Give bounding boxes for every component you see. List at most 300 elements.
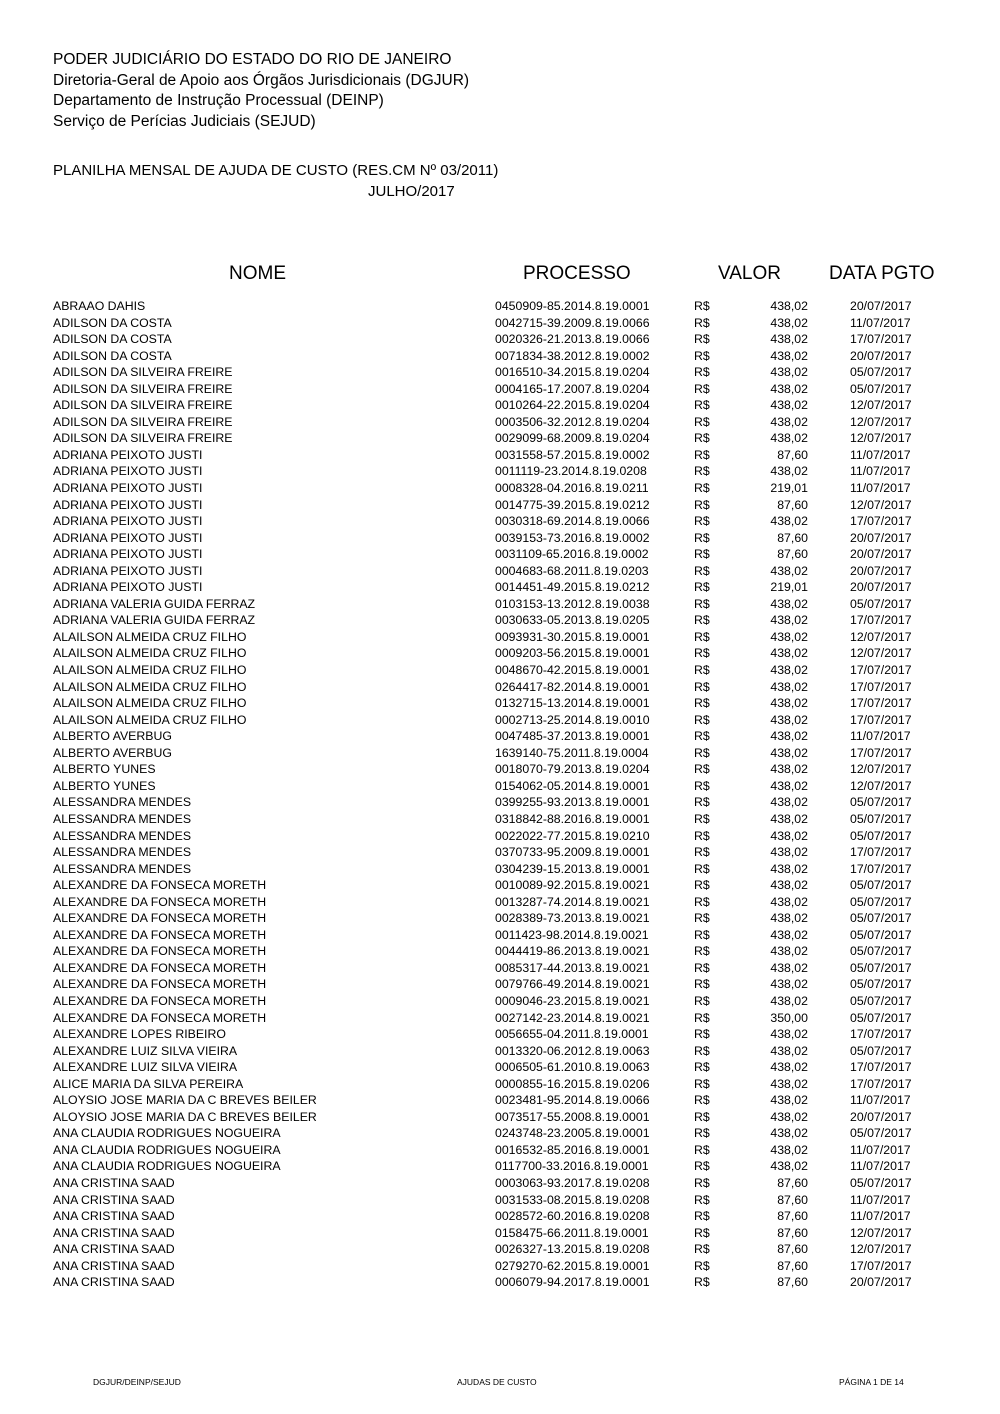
cell-valor: 438,02 bbox=[770, 414, 808, 429]
cell-processo: 0158475-66.2011.8.19.0001 bbox=[495, 1225, 649, 1240]
cell-nome: ADRIANA PEIXOTO JUSTI bbox=[53, 563, 203, 578]
table-row bbox=[0, 629, 1000, 646]
cell-processo: 0029099-68.2009.8.19.0204 bbox=[495, 431, 650, 446]
cell-moeda: R$ bbox=[694, 795, 710, 810]
cell-valor: 438,02 bbox=[770, 381, 808, 396]
cell-data-pgto: 12/07/2017 bbox=[850, 431, 912, 446]
column-header-processo: PROCESSO bbox=[523, 263, 631, 284]
cell-moeda: R$ bbox=[694, 1142, 710, 1157]
cell-valor: 438,02 bbox=[770, 431, 808, 446]
cell-nome: ALEXANDRE DA FONSECA MORETH bbox=[53, 1010, 267, 1025]
cell-moeda: R$ bbox=[694, 315, 710, 330]
cell-processo: 0044419-86.2013.8.19.0021 bbox=[495, 944, 650, 959]
table-row bbox=[0, 513, 1000, 530]
cell-moeda: R$ bbox=[694, 348, 710, 363]
cell-valor: 350,00 bbox=[770, 1010, 808, 1025]
cell-moeda: R$ bbox=[694, 679, 710, 694]
cell-data-pgto: 20/07/2017 bbox=[850, 530, 912, 545]
cell-processo: 0079766-49.2014.8.19.0021 bbox=[495, 977, 650, 992]
cell-data-pgto: 11/07/2017 bbox=[850, 1142, 911, 1157]
cell-processo: 0031533-08.2015.8.19.0208 bbox=[495, 1192, 650, 1207]
cell-valor: 438,02 bbox=[770, 1093, 808, 1108]
table-row bbox=[0, 1026, 1000, 1043]
cell-valor: 438,02 bbox=[770, 629, 808, 644]
cell-moeda: R$ bbox=[694, 745, 710, 760]
table-row bbox=[0, 1059, 1000, 1076]
cell-nome: ANA CLAUDIA RODRIGUES NOGUEIRA bbox=[53, 1142, 281, 1157]
cell-valor: 438,02 bbox=[770, 348, 808, 363]
table-row bbox=[0, 348, 1000, 365]
cell-nome: ANA CLAUDIA RODRIGUES NOGUEIRA bbox=[53, 1159, 281, 1174]
cell-nome: ADRIANA PEIXOTO JUSTI bbox=[53, 547, 203, 562]
table-row bbox=[0, 447, 1000, 464]
cell-processo: 0006079-94.2017.8.19.0001 bbox=[495, 1275, 650, 1290]
cell-moeda: R$ bbox=[694, 332, 710, 347]
cell-valor: 438,02 bbox=[770, 315, 808, 330]
cell-moeda: R$ bbox=[694, 778, 710, 793]
cell-moeda: R$ bbox=[694, 1043, 710, 1058]
cell-data-pgto: 05/07/2017 bbox=[850, 1010, 912, 1025]
cell-nome: ADRIANA PEIXOTO JUSTI bbox=[53, 580, 203, 595]
table-row bbox=[0, 1109, 1000, 1126]
cell-processo: 0304239-15.2013.8.19.0001 bbox=[495, 861, 650, 876]
cell-data-pgto: 05/07/2017 bbox=[850, 365, 912, 380]
cell-processo: 0132715-13.2014.8.19.0001 bbox=[495, 696, 650, 711]
cell-data-pgto: 17/07/2017 bbox=[850, 613, 912, 628]
report-period: JULHO/2017 bbox=[368, 183, 455, 200]
cell-valor: 219,01 bbox=[770, 481, 808, 496]
cell-moeda: R$ bbox=[694, 1225, 710, 1240]
cell-processo: 0042715-39.2009.8.19.0066 bbox=[495, 315, 650, 330]
cell-moeda: R$ bbox=[694, 845, 710, 860]
cell-nome: ANA CRISTINA SAAD bbox=[53, 1175, 175, 1190]
table-row bbox=[0, 662, 1000, 679]
table-row bbox=[0, 1274, 1000, 1291]
table-row bbox=[0, 712, 1000, 729]
cell-valor: 87,60 bbox=[777, 1175, 808, 1190]
cell-data-pgto: 17/07/2017 bbox=[850, 845, 912, 860]
cell-processo: 1639140-75.2011.8.19.0004 bbox=[495, 745, 649, 760]
cell-nome: ALEXANDRE DA FONSECA MORETH bbox=[53, 878, 267, 893]
table-row bbox=[0, 563, 1000, 580]
table-row bbox=[0, 745, 1000, 762]
cell-data-pgto: 12/07/2017 bbox=[850, 1225, 912, 1240]
cell-data-pgto: 05/07/2017 bbox=[850, 1175, 912, 1190]
cell-valor: 438,02 bbox=[770, 1060, 808, 1075]
cell-valor: 438,02 bbox=[770, 778, 808, 793]
cell-moeda: R$ bbox=[694, 646, 710, 661]
cell-processo: 0022022-77.2015.8.19.0210 bbox=[495, 828, 650, 843]
cell-valor: 438,02 bbox=[770, 646, 808, 661]
cell-moeda: R$ bbox=[694, 861, 710, 876]
cell-processo: 0013320-06.2012.8.19.0063 bbox=[495, 1043, 650, 1058]
cell-processo: 0011423-98.2014.8.19.0021 bbox=[495, 927, 649, 942]
cell-valor: 438,02 bbox=[770, 795, 808, 810]
cell-nome: ALEXANDRE DA FONSECA MORETH bbox=[53, 944, 267, 959]
cell-valor: 87,60 bbox=[777, 497, 808, 512]
cell-processo: 0018070-79.2013.8.19.0204 bbox=[495, 762, 650, 777]
table-row bbox=[0, 364, 1000, 381]
cell-nome: ALESSANDRA MENDES bbox=[53, 845, 192, 860]
cell-nome: ANA CRISTINA SAAD bbox=[53, 1192, 175, 1207]
cell-processo: 0056655-04.2011.8.19.0001 bbox=[495, 1027, 649, 1042]
cell-valor: 438,02 bbox=[770, 1043, 808, 1058]
report-title: PLANILHA MENSAL DE AJUDA DE CUSTO (RES.CM Nº 03/2011) bbox=[53, 162, 499, 179]
cell-processo: 0009046-23.2015.8.19.0021 bbox=[495, 993, 650, 1008]
cell-processo: 0085317-44.2013.8.19.0021 bbox=[495, 960, 650, 975]
cell-valor: 438,02 bbox=[770, 977, 808, 992]
cell-moeda: R$ bbox=[694, 927, 710, 942]
cell-data-pgto: 05/07/2017 bbox=[850, 911, 912, 926]
cell-moeda: R$ bbox=[694, 547, 710, 562]
cell-nome: ADRIANA PEIXOTO JUSTI bbox=[53, 530, 203, 545]
cell-nome: ADILSON DA COSTA bbox=[53, 332, 172, 347]
cell-moeda: R$ bbox=[694, 447, 710, 462]
cell-processo: 0023481-95.2014.8.19.0066 bbox=[495, 1093, 650, 1108]
cell-processo: 0031109-65.2016.8.19.0002 bbox=[495, 547, 649, 562]
cell-moeda: R$ bbox=[694, 1109, 710, 1124]
cell-valor: 438,02 bbox=[770, 663, 808, 678]
cell-nome: ADRIANA PEIXOTO JUSTI bbox=[53, 497, 203, 512]
cell-nome: ALEXANDRE DA FONSECA MORETH bbox=[53, 977, 267, 992]
cell-valor: 438,02 bbox=[770, 729, 808, 744]
footer-page-number: PÁGINA 1 DE 14 bbox=[839, 1377, 904, 1387]
cell-data-pgto: 20/07/2017 bbox=[850, 348, 912, 363]
cell-moeda: R$ bbox=[694, 563, 710, 578]
table-row bbox=[0, 960, 1000, 977]
cell-moeda: R$ bbox=[694, 762, 710, 777]
cell-data-pgto: 12/07/2017 bbox=[850, 778, 912, 793]
cell-data-pgto: 12/07/2017 bbox=[850, 398, 912, 413]
table-row bbox=[0, 1208, 1000, 1225]
cell-valor: 438,02 bbox=[770, 712, 808, 727]
table-row bbox=[0, 1175, 1000, 1192]
table-row bbox=[0, 546, 1000, 563]
cell-nome: ALESSANDRA MENDES bbox=[53, 828, 192, 843]
table-row bbox=[0, 397, 1000, 414]
table-row bbox=[0, 761, 1000, 778]
cell-processo: 0450909-85.2014.8.19.0001 bbox=[495, 299, 650, 313]
table-row bbox=[0, 612, 1000, 629]
cell-moeda: R$ bbox=[694, 481, 710, 496]
cell-valor: 438,02 bbox=[770, 960, 808, 975]
cell-moeda: R$ bbox=[694, 398, 710, 413]
cell-data-pgto: 05/07/2017 bbox=[850, 927, 912, 942]
cell-moeda: R$ bbox=[694, 1242, 710, 1257]
cell-data-pgto: 20/07/2017 bbox=[850, 299, 912, 313]
cell-processo: 0013287-74.2014.8.19.0021 bbox=[495, 894, 650, 909]
cell-valor: 438,02 bbox=[770, 1109, 808, 1124]
cell-valor: 438,02 bbox=[770, 514, 808, 529]
table-row bbox=[0, 927, 1000, 944]
cell-nome: ALAILSON ALMEIDA CRUZ FILHO bbox=[53, 629, 247, 644]
cell-moeda: R$ bbox=[694, 381, 710, 396]
cell-data-pgto: 20/07/2017 bbox=[850, 563, 912, 578]
table-row bbox=[0, 298, 1000, 315]
cell-moeda: R$ bbox=[694, 414, 710, 429]
cell-processo: 0026327-13.2015.8.19.0208 bbox=[495, 1242, 650, 1257]
cell-moeda: R$ bbox=[694, 497, 710, 512]
cell-moeda: R$ bbox=[694, 696, 710, 711]
header-department: Departamento de Instrução Processual (DEINP) bbox=[53, 92, 384, 109]
cell-data-pgto: 05/07/2017 bbox=[850, 381, 912, 396]
cell-valor: 87,60 bbox=[777, 1209, 808, 1224]
table-row bbox=[0, 1010, 1000, 1027]
payments-table bbox=[0, 298, 1000, 1291]
cell-processo: 0318842-88.2016.8.19.0001 bbox=[495, 811, 650, 826]
cell-moeda: R$ bbox=[694, 960, 710, 975]
cell-data-pgto: 17/07/2017 bbox=[850, 1076, 912, 1091]
table-row bbox=[0, 861, 1000, 878]
cell-data-pgto: 12/07/2017 bbox=[850, 414, 912, 429]
cell-data-pgto: 05/07/2017 bbox=[850, 977, 912, 992]
cell-processo: 0014775-39.2015.8.19.0212 bbox=[495, 497, 650, 512]
cell-moeda: R$ bbox=[694, 365, 710, 380]
cell-valor: 438,02 bbox=[770, 365, 808, 380]
table-row bbox=[0, 993, 1000, 1010]
cell-data-pgto: 17/07/2017 bbox=[850, 679, 912, 694]
cell-nome: ALEXANDRE DA FONSECA MORETH bbox=[53, 911, 267, 926]
cell-processo: 0030633-05.2013.8.19.0205 bbox=[495, 613, 650, 628]
cell-nome: ADRIANA PEIXOTO JUSTI bbox=[53, 514, 203, 529]
cell-processo: 0243748-23.2005.8.19.0001 bbox=[495, 1126, 650, 1141]
cell-nome: ALESSANDRA MENDES bbox=[53, 861, 192, 876]
table-row bbox=[0, 315, 1000, 332]
cell-moeda: R$ bbox=[694, 613, 710, 628]
cell-nome: ADRIANA VALERIA GUIDA FERRAZ bbox=[53, 596, 256, 611]
table-row bbox=[0, 1092, 1000, 1109]
cell-data-pgto: 05/07/2017 bbox=[850, 795, 912, 810]
cell-processo: 0000855-16.2015.8.19.0206 bbox=[495, 1076, 650, 1091]
cell-nome: ALEXANDRE DA FONSECA MORETH bbox=[53, 894, 267, 909]
cell-nome: ADRIANA PEIXOTO JUSTI bbox=[53, 464, 203, 479]
cell-moeda: R$ bbox=[694, 878, 710, 893]
table-row bbox=[0, 381, 1000, 398]
cell-moeda: R$ bbox=[694, 1209, 710, 1224]
cell-processo: 0011119-23.2014.8.19.0208 bbox=[495, 464, 647, 479]
cell-data-pgto: 20/07/2017 bbox=[850, 1275, 912, 1290]
cell-valor: 87,60 bbox=[777, 447, 808, 462]
cell-valor: 438,02 bbox=[770, 596, 808, 611]
table-row bbox=[0, 1241, 1000, 1258]
cell-valor: 87,60 bbox=[777, 1225, 808, 1240]
cell-valor: 438,02 bbox=[770, 464, 808, 479]
cell-data-pgto: 17/07/2017 bbox=[850, 1258, 912, 1273]
cell-nome: ANA CRISTINA SAAD bbox=[53, 1225, 175, 1240]
cell-valor: 438,02 bbox=[770, 1076, 808, 1091]
cell-moeda: R$ bbox=[694, 944, 710, 959]
cell-moeda: R$ bbox=[694, 464, 710, 479]
cell-moeda: R$ bbox=[694, 1076, 710, 1091]
cell-nome: ALBERTO AVERBUG bbox=[53, 729, 172, 744]
table-row bbox=[0, 976, 1000, 993]
cell-processo: 0028572-60.2016.8.19.0208 bbox=[495, 1209, 650, 1224]
cell-nome: ALAILSON ALMEIDA CRUZ FILHO bbox=[53, 663, 247, 678]
table-row bbox=[0, 844, 1000, 861]
cell-valor: 438,02 bbox=[770, 1159, 808, 1174]
table-row bbox=[0, 1158, 1000, 1175]
cell-data-pgto: 11/07/2017 bbox=[850, 729, 911, 744]
cell-data-pgto: 17/07/2017 bbox=[850, 332, 912, 347]
cell-valor: 438,02 bbox=[770, 845, 808, 860]
cell-nome: ALEXANDRE DA FONSECA MORETH bbox=[53, 993, 267, 1008]
cell-processo: 0370733-95.2009.8.19.0001 bbox=[495, 845, 650, 860]
cell-nome: ADRIANA VALERIA GUIDA FERRAZ bbox=[53, 613, 256, 628]
cell-processo: 0028389-73.2013.8.19.0021 bbox=[495, 911, 650, 926]
table-row bbox=[0, 828, 1000, 845]
cell-nome: ADILSON DA COSTA bbox=[53, 315, 172, 330]
cell-moeda: R$ bbox=[694, 911, 710, 926]
cell-processo: 0047485-37.2013.8.19.0001 bbox=[495, 729, 650, 744]
cell-valor: 438,02 bbox=[770, 679, 808, 694]
cell-processo: 0399255-93.2013.8.19.0001 bbox=[495, 795, 650, 810]
cell-data-pgto: 20/07/2017 bbox=[850, 1109, 912, 1124]
cell-valor: 438,02 bbox=[770, 613, 808, 628]
cell-moeda: R$ bbox=[694, 977, 710, 992]
cell-data-pgto: 12/07/2017 bbox=[850, 1242, 912, 1257]
cell-valor: 87,60 bbox=[777, 547, 808, 562]
cell-valor: 438,02 bbox=[770, 745, 808, 760]
cell-valor: 87,60 bbox=[777, 1242, 808, 1257]
cell-processo: 0003063-93.2017.8.19.0208 bbox=[495, 1175, 650, 1190]
cell-nome: ALBERTO AVERBUG bbox=[53, 745, 172, 760]
cell-nome: ABRAAO DAHIS bbox=[53, 299, 146, 313]
cell-nome: ALBERTO YUNES bbox=[53, 762, 156, 777]
cell-nome: ALOYSIO JOSE MARIA DA C BREVES BEILER bbox=[53, 1093, 317, 1108]
cell-moeda: R$ bbox=[694, 1126, 710, 1141]
cell-processo: 0048670-42.2015.8.19.0001 bbox=[495, 663, 650, 678]
cell-data-pgto: 11/07/2017 bbox=[850, 464, 911, 479]
header-court: PODER JUDICIÁRIO DO ESTADO DO RIO DE JANEIRO bbox=[53, 51, 452, 68]
cell-moeda: R$ bbox=[694, 629, 710, 644]
cell-moeda: R$ bbox=[694, 1159, 710, 1174]
table-row bbox=[0, 579, 1000, 596]
cell-moeda: R$ bbox=[694, 894, 710, 909]
cell-processo: 0071834-38.2012.8.19.0002 bbox=[495, 348, 650, 363]
cell-processo: 0003506-32.2012.8.19.0204 bbox=[495, 414, 650, 429]
header-directorate: Diretoria-Geral de Apoio aos Órgãos Jurisdicionais (DGJUR) bbox=[53, 71, 470, 89]
cell-nome: ALOYSIO JOSE MARIA DA C BREVES BEILER bbox=[53, 1109, 317, 1124]
table-row bbox=[0, 414, 1000, 431]
table-row bbox=[0, 695, 1000, 712]
cell-data-pgto: 17/07/2017 bbox=[850, 696, 912, 711]
cell-moeda: R$ bbox=[694, 1175, 710, 1190]
cell-data-pgto: 20/07/2017 bbox=[850, 547, 912, 562]
cell-valor: 438,02 bbox=[770, 1027, 808, 1042]
cell-processo: 0027142-23.2014.8.19.0021 bbox=[495, 1010, 650, 1025]
cell-valor: 438,02 bbox=[770, 944, 808, 959]
cell-data-pgto: 12/07/2017 bbox=[850, 629, 912, 644]
cell-data-pgto: 12/07/2017 bbox=[850, 762, 912, 777]
table-row bbox=[0, 645, 1000, 662]
cell-data-pgto: 17/07/2017 bbox=[850, 861, 912, 876]
table-row bbox=[0, 1076, 1000, 1093]
cell-nome: ALEXANDRE DA FONSECA MORETH bbox=[53, 960, 267, 975]
cell-data-pgto: 11/07/2017 bbox=[850, 1209, 911, 1224]
cell-processo: 0004683-68.2011.8.19.0203 bbox=[495, 563, 649, 578]
cell-valor: 438,02 bbox=[770, 332, 808, 347]
table-row bbox=[0, 463, 1000, 480]
table-row bbox=[0, 530, 1000, 547]
cell-valor: 87,60 bbox=[777, 1258, 808, 1273]
cell-data-pgto: 05/07/2017 bbox=[850, 811, 912, 826]
cell-moeda: R$ bbox=[694, 580, 710, 595]
cell-valor: 438,02 bbox=[770, 911, 808, 926]
cell-valor: 438,02 bbox=[770, 828, 808, 843]
cell-nome: ADILSON DA COSTA bbox=[53, 348, 172, 363]
cell-moeda: R$ bbox=[694, 1275, 710, 1290]
cell-processo: 0031558-57.2015.8.19.0002 bbox=[495, 447, 650, 462]
cell-moeda: R$ bbox=[694, 993, 710, 1008]
cell-data-pgto: 12/07/2017 bbox=[850, 497, 912, 512]
cell-data-pgto: 17/07/2017 bbox=[850, 745, 912, 760]
table-row bbox=[0, 1125, 1000, 1142]
table-row bbox=[0, 943, 1000, 960]
cell-moeda: R$ bbox=[694, 729, 710, 744]
cell-valor: 438,02 bbox=[770, 811, 808, 826]
cell-valor: 438,02 bbox=[770, 299, 808, 313]
table-row bbox=[0, 1142, 1000, 1159]
cell-valor: 87,60 bbox=[777, 1192, 808, 1207]
table-row bbox=[0, 728, 1000, 745]
cell-nome: ALEXANDRE DA FONSECA MORETH bbox=[53, 927, 267, 942]
table-row bbox=[0, 1258, 1000, 1275]
cell-processo: 0073517-55.2008.8.19.0001 bbox=[495, 1109, 650, 1124]
cell-valor: 438,02 bbox=[770, 927, 808, 942]
cell-data-pgto: 05/07/2017 bbox=[850, 878, 912, 893]
cell-processo: 0008328-04.2016.8.19.0211 bbox=[495, 481, 649, 496]
cell-processo: 0117700-33.2016.8.19.0001 bbox=[495, 1159, 649, 1174]
cell-processo: 0004165-17.2007.8.19.0204 bbox=[495, 381, 650, 396]
cell-data-pgto: 17/07/2017 bbox=[850, 663, 912, 678]
header-service: Serviço de Perícias Judiciais (SEJUD) bbox=[53, 112, 316, 130]
cell-data-pgto: 05/07/2017 bbox=[850, 894, 912, 909]
footer-center: AJUDAS DE CUSTO bbox=[457, 1377, 537, 1387]
cell-nome: ALAILSON ALMEIDA CRUZ FILHO bbox=[53, 679, 247, 694]
cell-valor: 438,02 bbox=[770, 563, 808, 578]
cell-data-pgto: 11/07/2017 bbox=[850, 1192, 911, 1207]
cell-valor: 438,02 bbox=[770, 696, 808, 711]
cell-data-pgto: 05/07/2017 bbox=[850, 828, 912, 843]
cell-nome: ADILSON DA SILVEIRA FREIRE bbox=[53, 398, 233, 413]
cell-processo: 0010264-22.2015.8.19.0204 bbox=[495, 398, 650, 413]
cell-data-pgto: 17/07/2017 bbox=[850, 514, 912, 529]
table-row bbox=[0, 497, 1000, 514]
table-row bbox=[0, 794, 1000, 811]
cell-moeda: R$ bbox=[694, 811, 710, 826]
cell-data-pgto: 05/07/2017 bbox=[850, 1043, 912, 1058]
cell-data-pgto: 05/07/2017 bbox=[850, 944, 912, 959]
cell-nome: ALESSANDRA MENDES bbox=[53, 811, 192, 826]
cell-processo: 0014451-49.2015.8.19.0212 bbox=[495, 580, 650, 595]
column-header-data-pgto: DATA PGTO bbox=[829, 263, 935, 284]
table-row bbox=[0, 894, 1000, 911]
cell-moeda: R$ bbox=[694, 828, 710, 843]
cell-processo: 0264417-82.2014.8.19.0001 bbox=[495, 679, 650, 694]
cell-nome: ANA CRISTINA SAAD bbox=[53, 1209, 175, 1224]
cell-nome: ALICE MARIA DA SILVA PEREIRA bbox=[53, 1076, 244, 1091]
cell-valor: 438,02 bbox=[770, 762, 808, 777]
table-row bbox=[0, 1225, 1000, 1242]
cell-nome: ALAILSON ALMEIDA CRUZ FILHO bbox=[53, 712, 247, 727]
cell-processo: 0016510-34.2015.8.19.0204 bbox=[495, 365, 650, 380]
cell-processo: 0039153-73.2016.8.19.0002 bbox=[495, 530, 650, 545]
cell-nome: ALESSANDRA MENDES bbox=[53, 795, 192, 810]
cell-valor: 87,60 bbox=[777, 1275, 808, 1290]
table-row bbox=[0, 1192, 1000, 1209]
cell-valor: 219,01 bbox=[770, 580, 808, 595]
cell-processo: 0154062-05.2014.8.19.0001 bbox=[495, 778, 650, 793]
